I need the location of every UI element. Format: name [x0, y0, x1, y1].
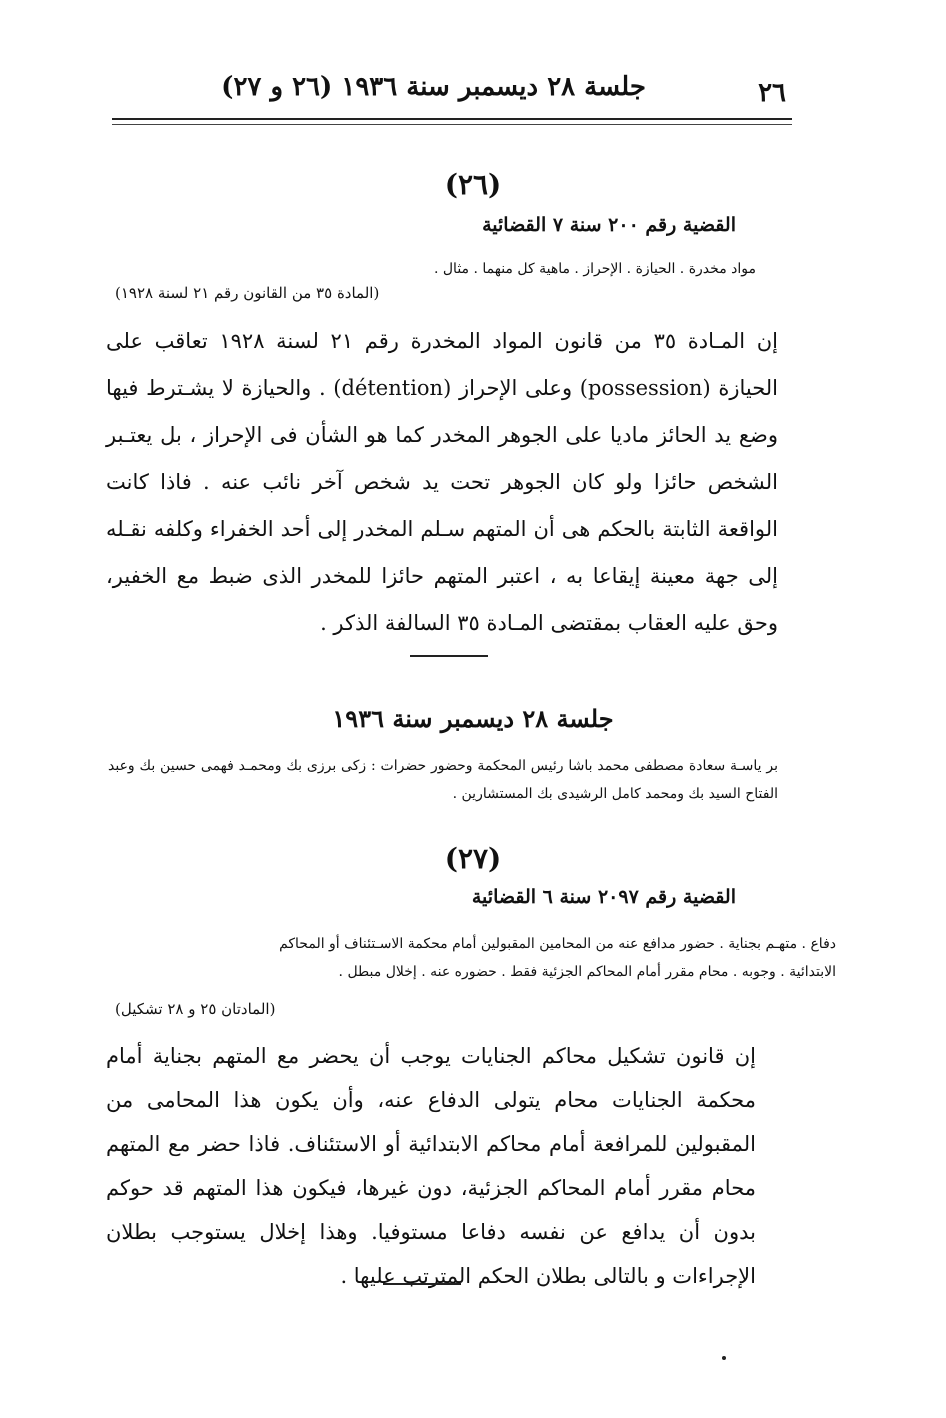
end-divider — [383, 1283, 461, 1285]
case-27-reference: القضية رقم ٢٠٩٧ سنة ٦ القضائية — [471, 886, 736, 908]
session-title: جلسة ٢٨ ديسمبر سنة ١٩٣٦ — [332, 704, 614, 733]
case-26-number: (٢٦) — [444, 168, 502, 201]
case-26-reference: القضية رقم ٢٠٠ سنة ٧ القضائية — [482, 214, 736, 236]
case-26-keywords: مواد مخدرة . الحيازة . الإحراز . ماهية كل منهما . مثال . — [433, 261, 756, 277]
case-27-keywords-line1: دفاع . متهـم بجناية . حضور مدافع عنه من المحامين المقبولين أمام محكمة الاسـتئناف أو المحاكم — [279, 936, 836, 952]
case-27-keywords-line2: الابتدائية . وجوبه . محام مقرر أمام المحاكم الجزئية فقط . حضوره عنه . إخلال مبطل . — [338, 964, 836, 980]
case-26-body: إن المـادة ٣٥ من قانون المواد المخدرة رقم ٢١ لسنة ١٩٢٨ تعاقب على الحيازة (possession) وعلى الإحراز (détention) . والحيازة لا يشـترط فيها وضع يد الحائز ماديا على الجوهر المخدر كما هو الشأن فى الإحراز ، بل يعتـبر الشخص حائزا ولو كان الجوهر تحت يد شخص آخر نائب عنه . فاذا كانت الواقعة الثابتة بالحكم هى أن المتهم سـلم المخدر إلى أحد الخفراء وكلفه نقـله إلى جهة معينة إيقاعا به ، اعتبر المتهم حائزا للمخدر الذى ضبط مع الخفير، وحق عليه العقاب بمقتضى المـادة ٣٥ السالفة الذكر . — [106, 329, 778, 635]
header-rule — [112, 118, 792, 120]
page-number: ٢٦ — [758, 78, 786, 108]
header-rule-thin — [112, 124, 792, 125]
case-27-article-note: (المادتان ٢٥ و ٢٨ تشكيل) — [115, 1000, 276, 1018]
section-divider — [410, 655, 488, 657]
case-27-number: (٢٧) — [444, 842, 502, 875]
case-27-body: إن قانون تشكيل محاكم الجنايات يوجب أن يحضر مع المتهم بجناية أمام محكمة الجنايات محام يتولى الدفاع عنه، وأن يكون هذا المحامى من المقبولين للمرافعة أمام محاكم الابتدائية أو الاستئناف. فاذا حضر مع المتهم محام مقرر أمام المحاكم الجزئية، دون غيرها، فيكون هذا المتهم قد حوكم بدون أن يدافع عن نفسه دفاعا مستوفيا. وهذا إخلال يستوجب بطلان الإجراءات و بالتالى بطلان الحكم المترتب عليها . — [106, 1044, 756, 1288]
page-mark — [722, 1356, 726, 1360]
running-title: جلسة ٢٨ ديسمبر سنة ١٩٣٦ (٢٦ و ٢٧) — [221, 72, 646, 102]
presidency-note: بر ياسـة سعادة مصطفى محمد باشا رئيس المحكمة وحضور حضرات : زكى برزى بك ومحمـد فهمى حسين بك وعبد الفتاح السيد بك ومحمد كامل الرشيدى بك المستشارين . — [108, 758, 778, 802]
case-26-article-note: (المادة ٣٥ من القانون رقم ٢١ لسنة ١٩٢٨) — [115, 284, 380, 302]
